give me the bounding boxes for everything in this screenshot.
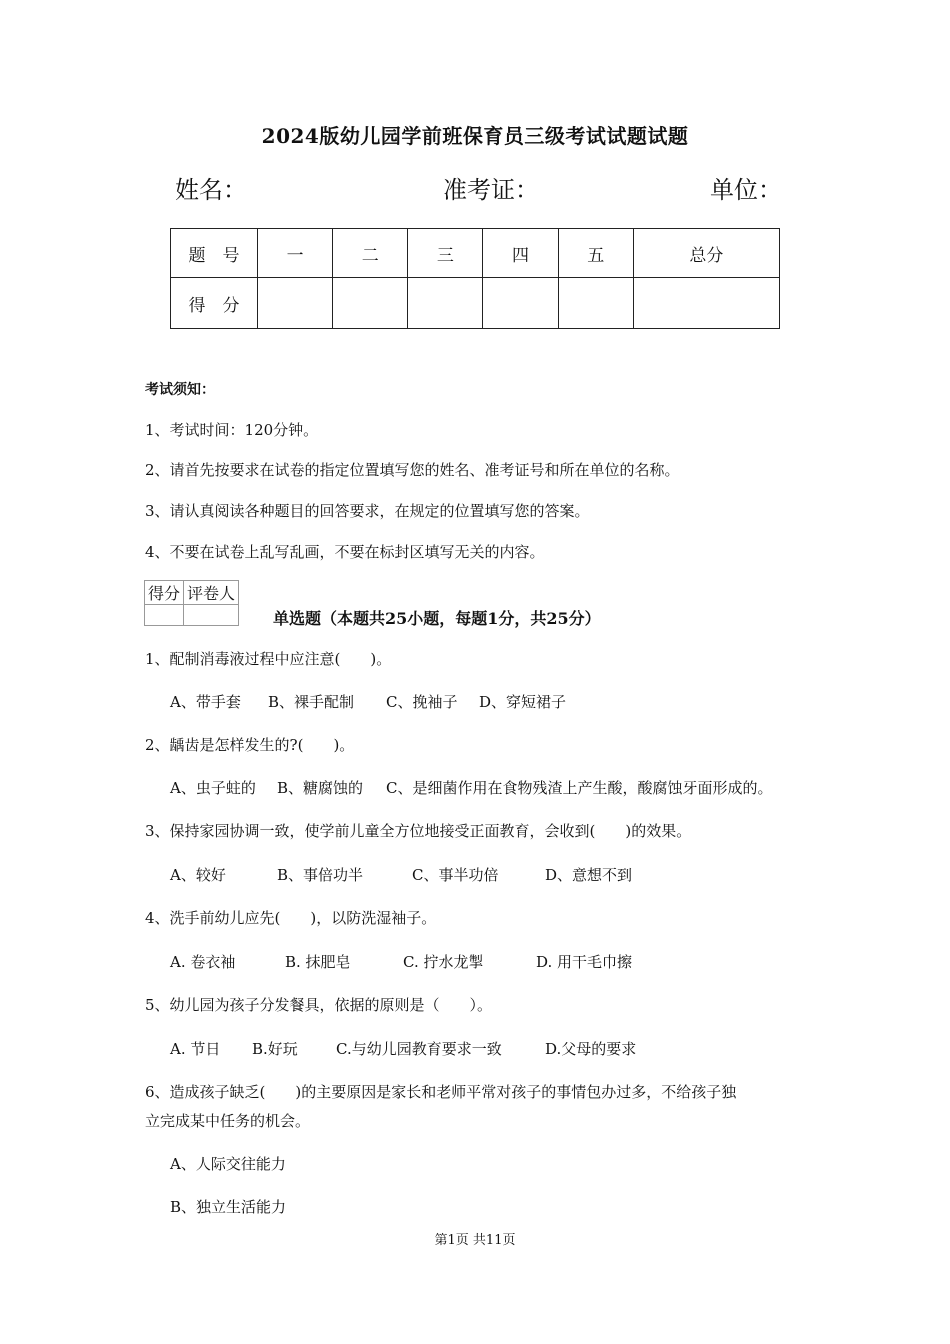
option[interactable]: C、事半功倍 xyxy=(412,866,499,884)
section-title: 单选题（本题共25小题，每题1分，共25分） xyxy=(273,609,601,628)
option[interactable]: C. 拧水龙掣 xyxy=(403,953,484,971)
notice-item: 4、不要在试卷上乱写乱画，不要在标封区填写无关的内容。 xyxy=(145,543,545,561)
grader-score-label: 得分 xyxy=(145,581,184,605)
header-cell: 题 号 xyxy=(171,229,258,278)
score-cell[interactable] xyxy=(483,278,558,329)
option[interactable]: A. 卷衣袖 xyxy=(170,953,236,971)
question-3: 3、保持家园协调一致，使学前儿童全方位地接受正面教育，会收到( )的效果。 xyxy=(145,822,692,840)
exam-id-label: 准考证： xyxy=(443,176,539,204)
option[interactable]: A、较好 xyxy=(170,866,226,884)
option[interactable]: B.好玩 xyxy=(252,1040,298,1058)
score-row-label: 得 分 xyxy=(171,278,258,329)
header-cell: 三 xyxy=(408,229,483,278)
notice-item: 3、请认真阅读各种题目的回答要求，在规定的位置填写您的答案。 xyxy=(145,502,590,520)
page-footer: 第1页 共11页 xyxy=(434,1233,516,1248)
option[interactable]: D、意想不到 xyxy=(545,866,633,884)
notice-title: 考试须知： xyxy=(145,382,215,398)
option[interactable]: B. 抹肥皂 xyxy=(285,953,351,971)
option[interactable]: B、糖腐蚀的 xyxy=(277,779,364,797)
option[interactable]: B、裸手配制 xyxy=(268,693,355,711)
notice-item: 1、考试时间：120分钟。 xyxy=(145,421,319,439)
header-cell: 总分 xyxy=(633,229,779,278)
question-4: 4、洗手前幼儿应先( )，以防洗湿袖子。 xyxy=(145,909,437,927)
score-cell[interactable] xyxy=(258,278,333,329)
question-5: 5、幼儿园为孩子分发餐具，依据的原则是（ ）。 xyxy=(145,996,493,1014)
score-table-score-row xyxy=(171,278,780,329)
option[interactable]: B、独立生活能力 xyxy=(170,1198,287,1216)
question-2: 2、龋齿是怎样发生的?( )。 xyxy=(145,736,355,754)
option[interactable]: A、人际交往能力 xyxy=(170,1155,286,1173)
name-label: 姓名： xyxy=(175,176,247,204)
option[interactable]: B、事倍功半 xyxy=(277,866,364,884)
score-cell[interactable] xyxy=(558,278,633,329)
grader-reviewer-cell[interactable] xyxy=(184,605,239,626)
grader-box xyxy=(144,580,239,626)
header-cell: 五 xyxy=(558,229,633,278)
option[interactable]: A、虫子蛀的 xyxy=(170,779,256,797)
document-title: 2024版幼儿园学前班保育员三级考试试题试题 xyxy=(261,124,689,148)
grader-score-cell[interactable] xyxy=(145,605,184,626)
header-cell: 二 xyxy=(333,229,408,278)
question-1: 1、配制消毒液过程中应注意( )。 xyxy=(145,650,392,668)
option[interactable]: C、是细菌作用在食物残渣上产生酸，酸腐蚀牙面形成的。 xyxy=(386,779,773,797)
score-table xyxy=(170,228,780,329)
option[interactable]: D. 用干毛巾擦 xyxy=(536,953,633,971)
score-table-header-row xyxy=(171,229,780,278)
question-6: 6、造成孩子缺乏( )的主要原因是家长和老师平常对孩子的事情包办过多，不给孩子独 xyxy=(145,1083,737,1101)
score-cell[interactable] xyxy=(408,278,483,329)
score-cell[interactable] xyxy=(633,278,779,329)
option[interactable]: D.父母的要求 xyxy=(545,1040,637,1058)
grader-reviewer-label: 评卷人 xyxy=(184,581,239,605)
option[interactable]: D、穿短裙子 xyxy=(479,693,567,711)
option[interactable]: A、带手套 xyxy=(170,693,241,711)
score-cell[interactable] xyxy=(333,278,408,329)
option[interactable]: C.与幼儿园教育要求一致 xyxy=(336,1040,502,1058)
option[interactable]: C、挽袖子 xyxy=(386,693,458,711)
header-cell: 一 xyxy=(258,229,333,278)
notice-item: 2、请首先按要求在试卷的指定位置填写您的姓名、准考证号和所在单位的名称。 xyxy=(145,461,680,479)
unit-label: 单位： xyxy=(710,176,782,204)
option[interactable]: A. 节日 xyxy=(170,1040,221,1058)
header-cell: 四 xyxy=(483,229,558,278)
question-6-continued: 立完成某中任务的机会。 xyxy=(145,1112,311,1130)
